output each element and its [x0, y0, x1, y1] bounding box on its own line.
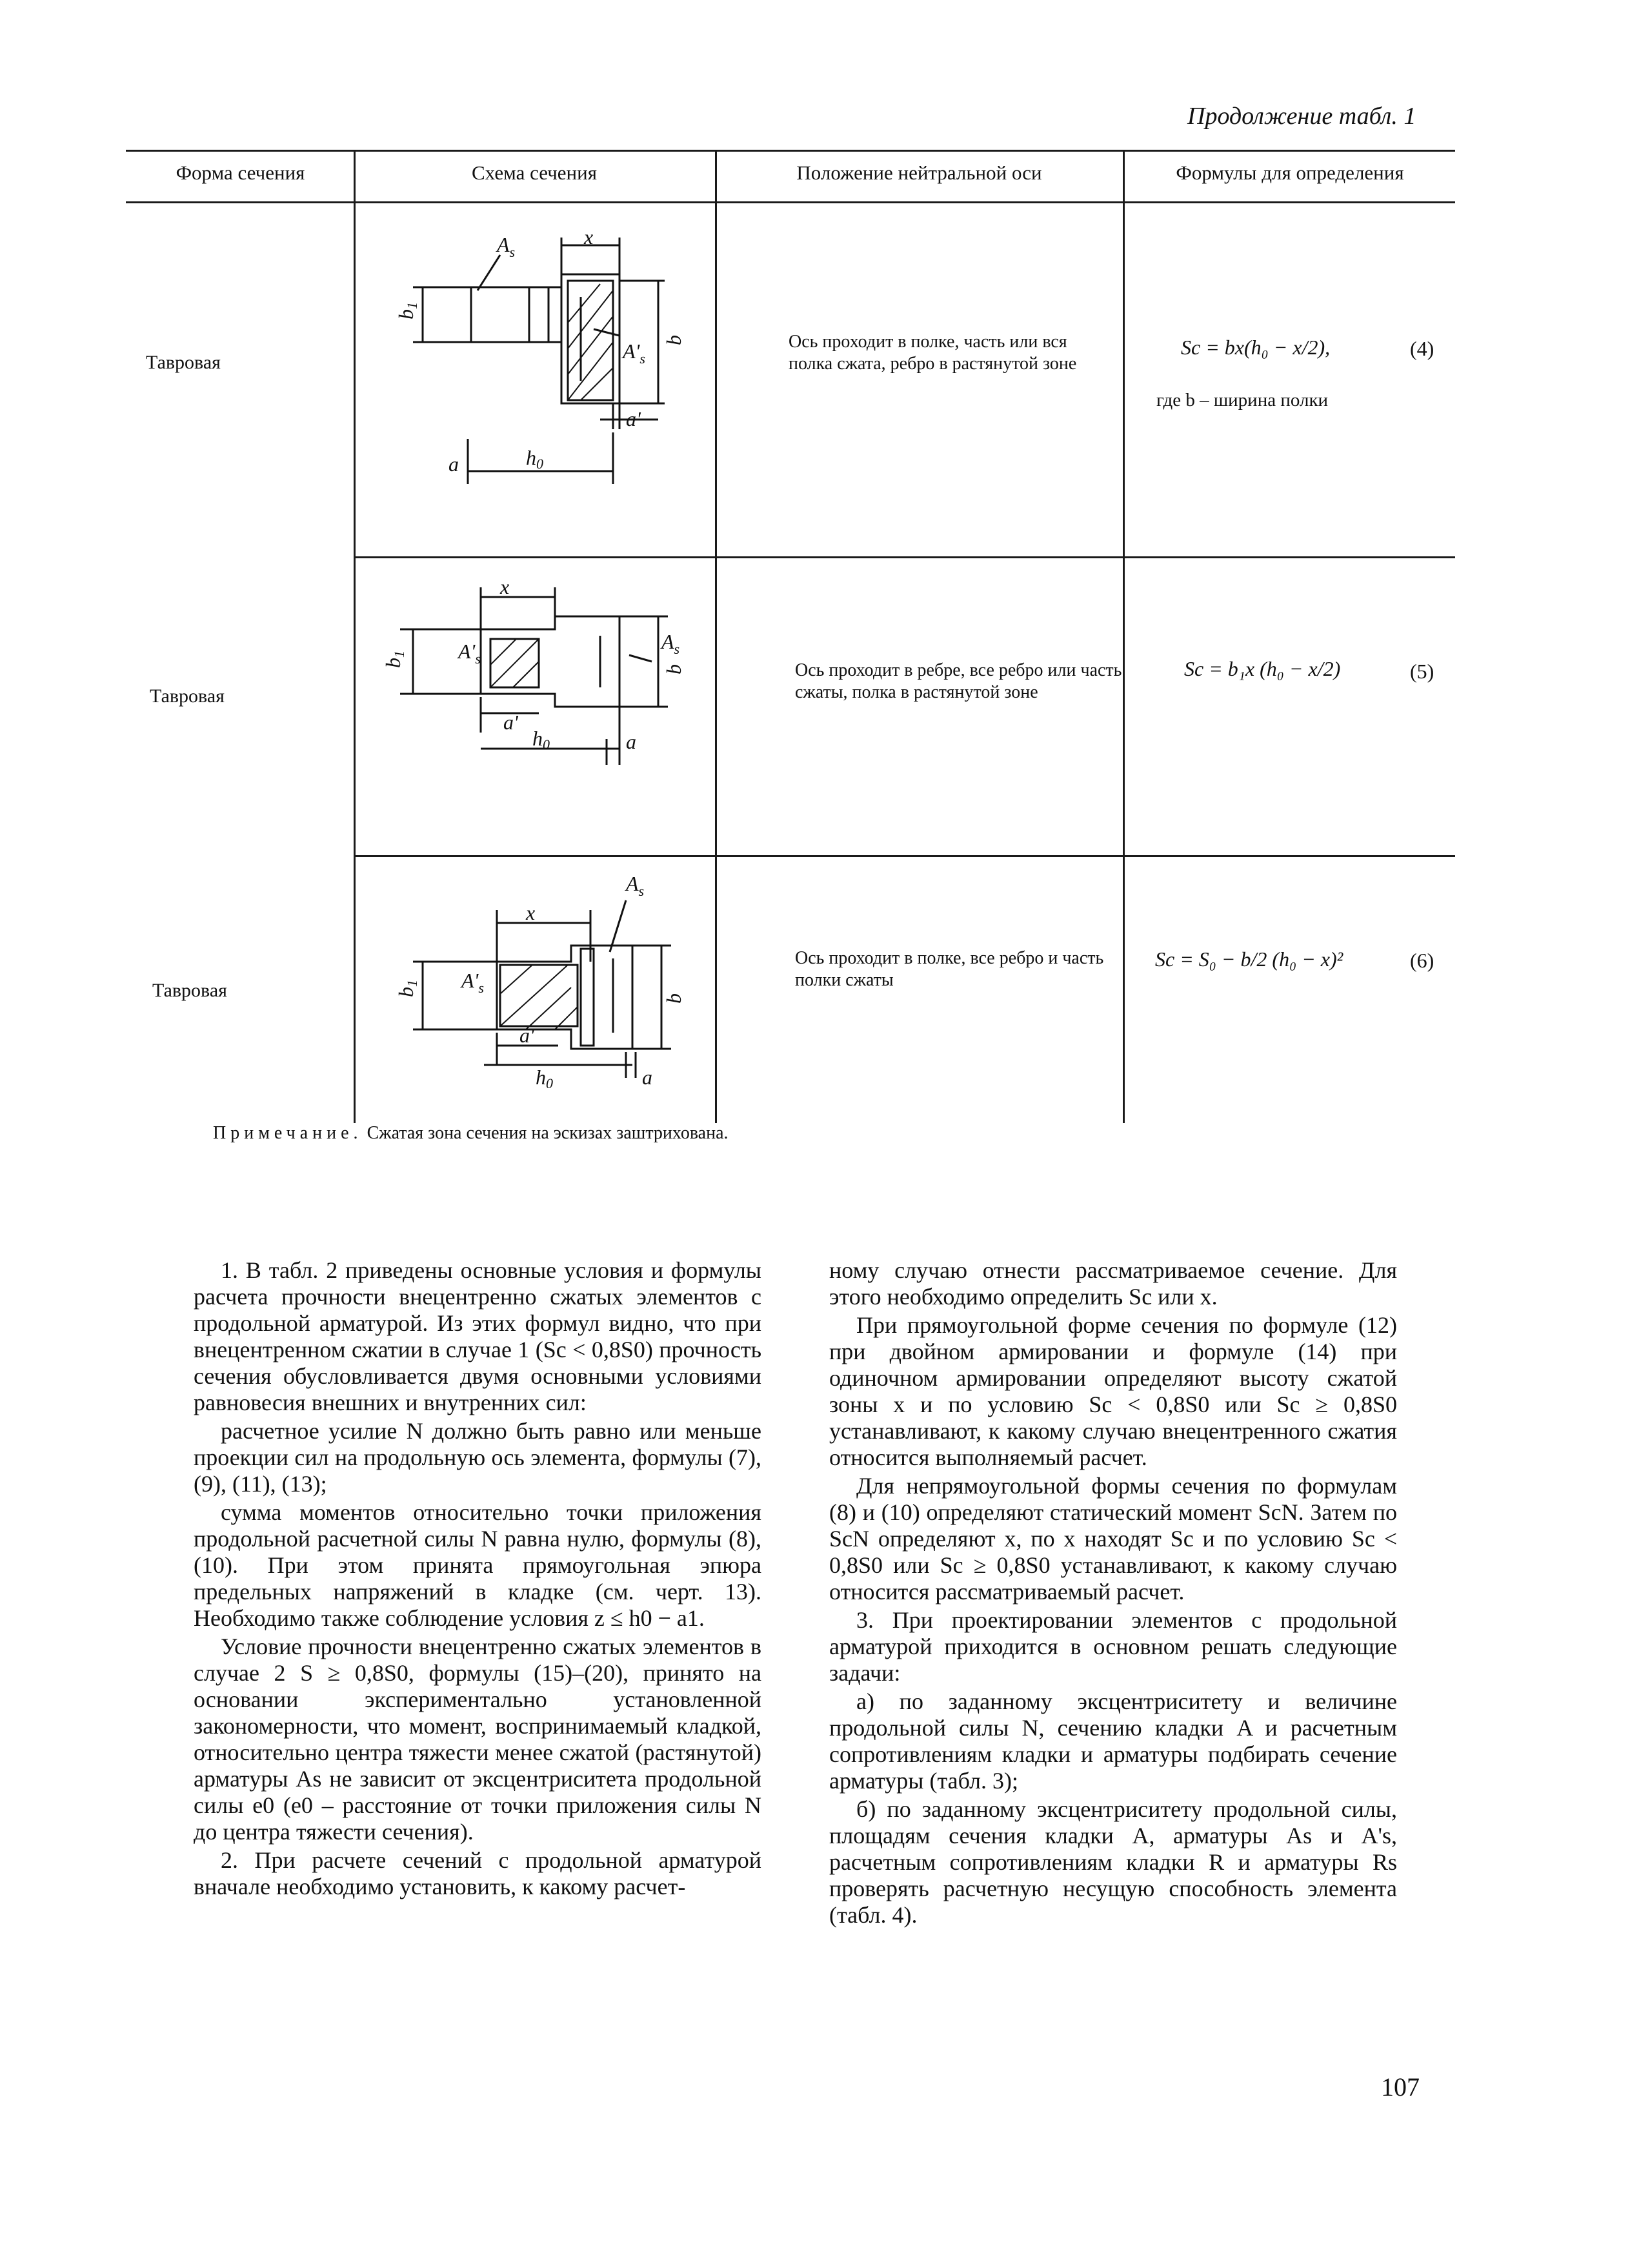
left-paragraph-3: сумма моментов относительно точки приложения продольной расчетной силы N равна нулю, формулы (8), (10). При этом принята прямоугольная эпюра предельных напряжений в кладке (см. черт. 13). Необходимо также соблюдение условия z ≤ h0 − a1.: [194, 1499, 761, 1631]
row-divider-1: [354, 556, 1455, 558]
left-paragraph-1: 1. В табл. 2 приведены основные условия и формулы расчета прочности внецентренно сжатых элементов с продольной арматурой. Из этих формул видно, что при внецентренном сжатии в случае 1 (Sc < 0,8S0) прочность сечения обусловливается двумя основными условиями равновесия внешних и внутренних сил:: [194, 1257, 761, 1415]
svg-text:a': a': [519, 1024, 534, 1047]
svg-text:b1: b1: [394, 302, 420, 319]
svg-text:A's: $A'_s$: [458, 640, 481, 667]
right-paragraph-5: а) по заданному эксцентриситету и величине продольной силы N, сечению кладки A и расчетным сопротивлениям кладки и арматуры подбирать сечение арматуры (табл. 3);: [829, 1688, 1397, 1794]
col-divider-3: [1123, 150, 1125, 1123]
svg-text:a: a: [626, 730, 636, 753]
svg-text:A's: $A'_s$: [461, 969, 484, 996]
row-3-formula: Sс = S₀ − b/2 (h₀ − x)²: [1155, 947, 1343, 971]
left-paragraph-5: 2. При расчете сечений с продольной арматурой вначале необходимо установить, к какому расчет-: [194, 1847, 761, 1899]
svg-text:a: a: [448, 452, 459, 476]
table-note: [213, 1123, 729, 1144]
svg-text:a': a': [626, 407, 641, 430]
svg-text:b1: b1: [394, 980, 420, 997]
section-diagram-3: [387, 871, 697, 1110]
section-diagram-1: [387, 226, 697, 503]
row-divider-2: [354, 855, 1455, 857]
continuation-label: Продолжение табл. 1: [1187, 103, 1416, 130]
table-header-form: Форма сечения: [176, 161, 305, 184]
svg-text:h0: h0: [526, 446, 543, 472]
svg-text:As: $A_s$: [626, 872, 645, 899]
svg-text:b1: b1: [381, 651, 407, 668]
svg-text:b: b: [662, 664, 685, 674]
svg-text:h0: h0: [532, 727, 550, 753]
svg-text:b: b: [662, 335, 685, 345]
row-2-axis-position: Ось проходит в ребре, все ребро или часть сжаты, полка в растянутой зоне: [795, 660, 1122, 702]
svg-text:x: x: [500, 578, 510, 598]
row-2-formula-number: (5): [1410, 660, 1434, 683]
table-header-formulas: Формулы для определения: [1176, 161, 1404, 184]
right-text-column: [829, 1257, 1397, 1930]
page-number: 107: [1381, 2072, 1420, 2101]
svg-text:a: a: [642, 1066, 652, 1089]
table-header-scheme: Схема сечения: [472, 161, 597, 184]
right-paragraph-1: ному случаю отнести рассматриваемое сечение. Для этого необходимо определить Sc или x.: [829, 1257, 1397, 1310]
svg-text:x: x: [526, 901, 536, 924]
row-3-axis-position: Ось проходит в полке, все ребро и часть полки сжаты: [795, 948, 1104, 990]
row-1-formula-number: (4): [1410, 337, 1434, 360]
row-2-formula: Sс = b₁x (h₀ − x/2): [1184, 657, 1341, 680]
right-paragraph-2: При прямоугольной форме сечения по формуле (12) при двойном армировании и формуле (14) при одиночном армировании определяют высоту сжатой зоны x и по условию Sc < 0,8S0 или Sc ≥ 0,8S0 устанавливают, к какому случаю внецентренного сжатия относится выполняемый расчет.: [829, 1312, 1397, 1470]
svg-text:x: x: [584, 226, 594, 248]
svg-text:b: b: [662, 993, 685, 1004]
table-header-rule: [126, 201, 1455, 203]
left-paragraph-4: Условие прочности внецентренно сжатых элементов в случае 2 S ≥ 0,8S0, формулы (15)–(20), принято на основании экспериментально установленной закономерности, что момент, воспринимаемый кладкой, относительно центра тяжести менее сжатой (растянутой) арматуры As не зависит от эксцентриситета продольной силы e0 (e0 – расстояние от точки приложения силы N до центра тяжести сечения).: [194, 1634, 761, 1845]
svg-text:a': a': [503, 711, 518, 734]
svg-text:As: $A_s$: [661, 630, 680, 657]
row-1-formula-where: где b – ширина полки: [1156, 390, 1329, 410]
row-3-formula-number: (6): [1410, 949, 1434, 972]
row-1-formula: Sс = bx(h₀ − x/2),: [1181, 336, 1331, 359]
svg-text:h0: h0: [536, 1066, 553, 1091]
left-paragraph-2: расчетное усилие N должно быть равно или меньше проекции сил на продольную ось элемента, формулы (7), (9), (11), (13);: [194, 1418, 761, 1497]
section-diagram-2: [374, 578, 697, 791]
right-paragraph-6: б) по заданному эксцентриситету продольной силы, площадям сечения кладки A, арматуры As и A's, расчетным сопротивлениям кладки R и арматуры Rs проверять расчетную несущую способность элемента (табл. 4).: [829, 1796, 1397, 1928]
right-paragraph-4: 3. При проектировании элементов с продольной арматурой приходится в основном решать следующие задачи:: [829, 1607, 1397, 1686]
svg-text:A's: $A'_s$: [623, 339, 645, 367]
right-paragraph-3: Для непрямоугольной формы сечения по формулам (8) и (10) определяют статический момент ScN. Затем по ScN определяют x, по x находят Sc и по условию Sc < 0,8S0 или Sc ≥ 0,8S0 устанавливают, к какому случаю относится рассматриваемый расчет.: [829, 1473, 1397, 1605]
note-text: Сжатая зона сечения на эскизах заштрихована.: [367, 1123, 729, 1143]
row-2-form: Тавровая: [150, 685, 225, 707]
table-top-rule: [126, 150, 1455, 152]
note-label: Примечание.: [213, 1123, 363, 1143]
row-1-axis-position: Ось проходит в полке, часть или вся полка сжата, ребро в растянутой зоне: [789, 332, 1077, 374]
left-text-column: [194, 1257, 761, 1902]
row-1-form: Тавровая: [146, 352, 221, 373]
table-header-axis: Положение нейтральной оси: [796, 161, 1042, 184]
row-3-form: Тавровая: [152, 980, 227, 1001]
svg-text:As: $A_s$: [497, 233, 516, 260]
col-divider-1: [354, 150, 356, 1123]
col-divider-2: [715, 150, 717, 1123]
